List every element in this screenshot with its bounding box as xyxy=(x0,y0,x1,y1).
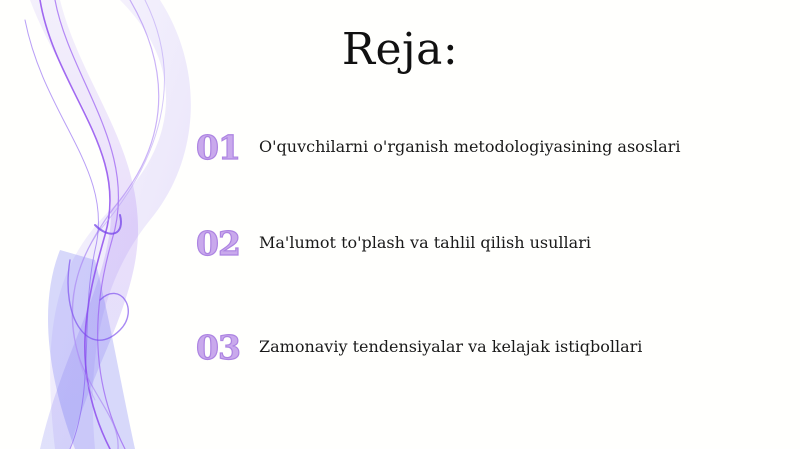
agenda-item-2 xyxy=(196,224,756,274)
agenda-item-3 xyxy=(196,328,756,378)
agenda-text-2: Ma'lumot to'plash va tahlil qilish usullari xyxy=(259,233,591,252)
agenda-item-1 xyxy=(196,128,756,178)
agenda-text-1: O'quvchilarni o'rganish metodologiyasining asoslari xyxy=(259,137,681,156)
slide-title: Reja: xyxy=(341,24,459,75)
agenda-text-3: Zamonaviy tendensiyalar va kelajak istiqbollari xyxy=(259,337,643,356)
smoke-ribbon-decoration xyxy=(0,0,220,449)
agenda-number-2: 02 xyxy=(196,224,240,263)
agenda-number-3: 03 xyxy=(196,328,240,367)
agenda-number-1: 01 xyxy=(196,128,240,167)
